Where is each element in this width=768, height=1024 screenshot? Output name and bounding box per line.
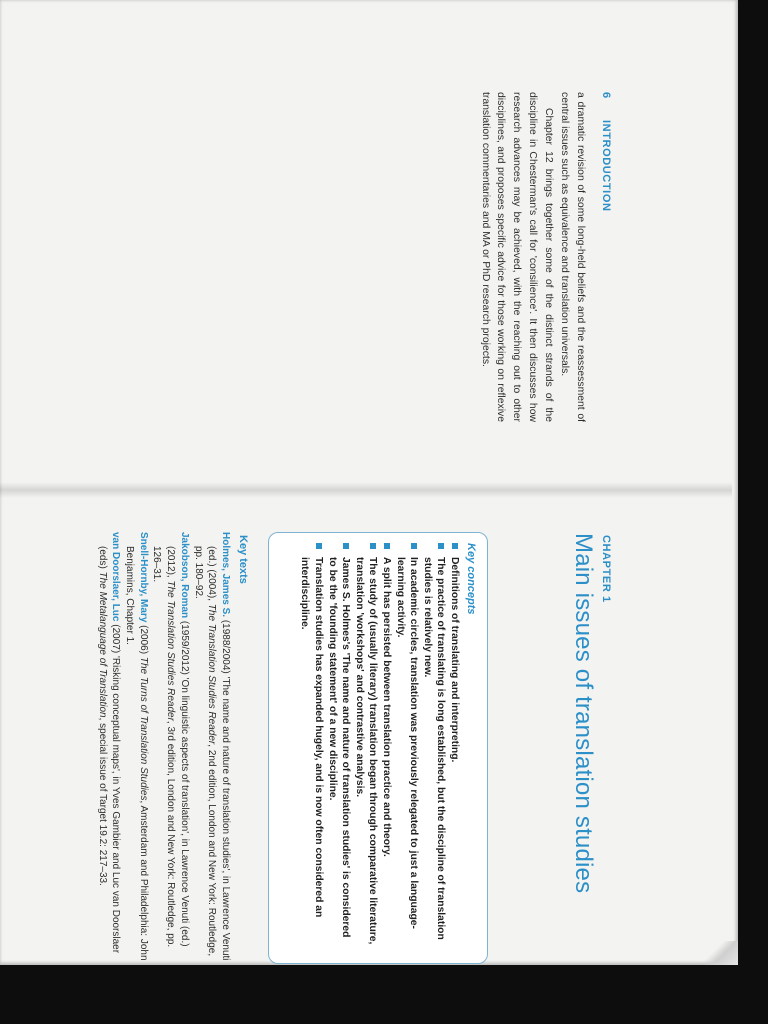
intro-paragraph: a dramatic revision of some long-held beliefs and the reassessment of central issues such as equivalence and translation universals. bbox=[559, 92, 586, 422]
running-head: INTRODUCTION bbox=[600, 120, 612, 212]
reference-entry bbox=[150, 532, 191, 962]
chapter-label: CHAPTER 1 bbox=[600, 535, 612, 603]
key-concepts-heading: Key concepts bbox=[465, 543, 477, 615]
reference-text: (1988/2004) 'The name and nature of translation studies', in Lawrence Venuti (ed.) (2004), bbox=[206, 546, 231, 961]
book-gutter bbox=[0, 482, 732, 498]
intro-paragraph: Chapter 12 brings together some of the distinct strands of the discipline in Chesterman's call for 'consilience'. It then discusses how research advances may be achieved, with the reaching out to other disciplines, and proposes specific advice for those working on reflexive translation commentaries and MA or PhD research projects. bbox=[479, 92, 555, 422]
square-bullet-icon bbox=[370, 543, 376, 549]
key-concept-text: Translation studies has expanded hugely, and is now often considered an interdiscipline. bbox=[299, 557, 325, 918]
key-concept-item bbox=[447, 543, 461, 949]
reference-text: (1959/2012) 'On linguistic aspects of translation', in Lawrence Venuti (ed.) (2012), bbox=[165, 546, 190, 947]
square-bullet-icon bbox=[384, 543, 390, 549]
square-bullet-icon bbox=[438, 543, 444, 549]
reference-author: Jakobson, Roman bbox=[178, 532, 190, 619]
key-concept-text: Definitions of translating and interpreting. bbox=[449, 557, 460, 763]
reference-text: , Amsterdam and Philadelphia: John Benjamins, Chapter 1. bbox=[124, 546, 149, 961]
chapter-title: Main issues of translation studies bbox=[570, 533, 597, 894]
reference-author: van Doorslaer, Luc bbox=[110, 532, 122, 622]
reference-text: (2006) bbox=[137, 622, 149, 657]
reference-entry bbox=[122, 532, 149, 962]
key-concepts-list bbox=[298, 543, 461, 949]
key-texts-heading: Key texts bbox=[237, 535, 249, 584]
reference-author: Holmes, James S. bbox=[220, 532, 231, 618]
key-concept-item bbox=[325, 543, 352, 949]
key-concept-text: The practice of translating is long established, but the discipline of translation studies is relatively new. bbox=[421, 557, 447, 940]
key-concept-text: A split has persisted between translation practice and theory. bbox=[381, 557, 393, 857]
key-concept-item bbox=[379, 543, 393, 949]
page-number: 6 bbox=[600, 92, 612, 99]
square-bullet-icon bbox=[343, 543, 349, 549]
key-concept-text: In academic circles, translation was previously relegated to just a language-learning activity. bbox=[394, 557, 420, 929]
key-concept-item bbox=[352, 543, 379, 949]
square-bullet-icon bbox=[452, 543, 458, 549]
reference-title: The Turns of Translation Studies bbox=[137, 656, 149, 801]
key-concept-text: The study of (usually literary) translation began through comparative literature, translation 'workshops' and contrastive analysis. bbox=[353, 557, 379, 945]
key-texts-list bbox=[95, 532, 232, 962]
key-concept-item bbox=[393, 543, 420, 949]
reference-title: The Translation Studies Reader bbox=[165, 580, 177, 721]
key-concept-item bbox=[420, 543, 447, 949]
reference-title: The Metalanguage of Translation bbox=[96, 571, 108, 718]
key-concept-item bbox=[298, 543, 325, 949]
reference-text: , 3rd edition, London and New York: Routledge, pp. 126–31. bbox=[151, 546, 177, 948]
reference-text: , 2nd edition, London and New York: Routledge, pp. 180–92. bbox=[192, 546, 218, 957]
key-concepts-box bbox=[268, 532, 488, 964]
reference-entry bbox=[191, 532, 232, 962]
reference-text: , special issue of Target 19.2: 217–33. bbox=[96, 717, 108, 886]
key-concept-text: James S. Holmes's 'The name and nature of translation studies' is considered to be the 'founding statement' of a new discipline. bbox=[326, 557, 352, 938]
reference-entry bbox=[95, 532, 122, 962]
square-bullet-icon bbox=[316, 543, 322, 549]
reference-text: (2007) 'Risking conceptual maps', in Yves Gambier and Luc van Doorslaer (eds) bbox=[96, 546, 122, 954]
book-spread bbox=[0, 12, 732, 972]
reference-author: Snell-Hornby, Mary bbox=[137, 532, 149, 623]
reference-title: The Translation Studies Reader bbox=[206, 603, 218, 745]
square-bullet-icon bbox=[411, 543, 417, 549]
intro-text bbox=[477, 92, 588, 422]
